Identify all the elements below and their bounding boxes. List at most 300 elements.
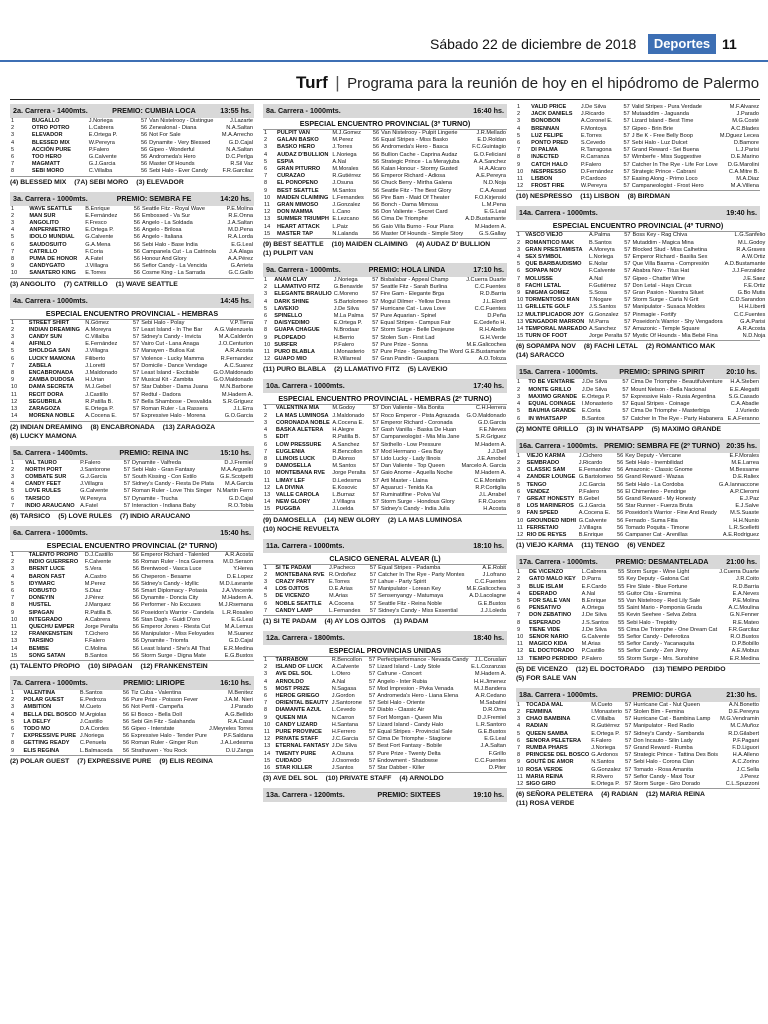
trainer: D.E.Lopez <box>226 573 253 580</box>
jockey: B.Santos <box>84 652 108 659</box>
race-block <box>10 192 254 288</box>
horse-name: PURE PROVINCE <box>275 728 322 735</box>
table-row <box>516 598 760 605</box>
horse-name: VAL TAURO <box>25 459 57 466</box>
table-row <box>263 715 507 722</box>
pedigree: Don Valiente - Mia Bonita <box>380 405 444 412</box>
horse-name: PUGGBA <box>275 506 301 513</box>
weight: 57 <box>372 284 379 291</box>
table-row <box>516 532 760 539</box>
entry-number: 3 <box>11 132 15 139</box>
table-row <box>516 620 760 627</box>
race-block <box>263 539 507 625</box>
race-prize: PREMIO: SIXTEES <box>377 790 441 800</box>
weight: 57 <box>123 466 130 473</box>
horse-name: CHAO BAMBINA <box>525 716 571 723</box>
horse-name: SEMBRADO <box>526 459 560 466</box>
entry-number: 12 <box>517 531 524 538</box>
trainer: J.Meyreles Torres <box>208 725 253 732</box>
weight: 56 <box>372 216 380 223</box>
jockey: J.Noriega <box>333 277 358 284</box>
weight: 57 <box>369 736 376 743</box>
pedigree: Lizard Island - Candy Halo <box>377 721 444 728</box>
jockey: J.Loelda <box>332 506 354 513</box>
pick: (14) NEW GLORY <box>324 516 380 524</box>
entry-number: 9 <box>517 759 521 766</box>
forecast-picks <box>263 615 507 625</box>
entry-number: 5 <box>264 434 268 441</box>
horse-name: ORIENTAL BEAUTY <box>275 700 329 707</box>
jockey: C.Villalba <box>88 168 113 175</box>
pedigree: Diablo - Classic Air <box>377 707 425 714</box>
jockey: A.Ortega <box>581 605 604 612</box>
trainer: D.Bamore <box>733 140 759 147</box>
table-row <box>516 591 760 598</box>
pedigree: Angelo - Inter Rubia <box>377 678 428 685</box>
race-block <box>516 555 760 682</box>
pick: (5) DE VICENZO <box>516 665 568 673</box>
pedigree: Grand Reward - My Honesty <box>625 495 697 502</box>
trainer: E.G.Leal <box>484 736 506 743</box>
pick: (13) ZARAGOZA <box>162 423 216 431</box>
table-row <box>263 743 507 750</box>
weight: 57 <box>369 765 376 771</box>
entries-table <box>10 552 254 660</box>
weight: 56 <box>372 130 380 136</box>
entry-number: 10 <box>517 633 524 640</box>
race-header <box>516 688 760 702</box>
trainer: F.R.Garcilaz <box>728 626 759 633</box>
jockey: A.Sanchez <box>332 441 360 448</box>
race-time: 18:40 hs. <box>473 632 504 642</box>
horse-name: ETERNAL FANTASY <box>275 743 330 750</box>
race-header <box>263 379 507 393</box>
horse-name: TIENE VIDE <box>529 626 561 633</box>
weight: 57 <box>369 692 376 699</box>
race-head: 6a. Carrera - 1000mts. <box>13 527 88 537</box>
pedigree: Mogul Dilmer - Yellow Dress <box>380 298 451 305</box>
table-row <box>263 686 507 693</box>
table-row <box>10 370 254 377</box>
horse-name: LOS OJITOS <box>275 586 309 593</box>
pick: (2) POLAR GUEST <box>10 757 70 765</box>
weight: 57 <box>369 586 377 593</box>
race-title: ESPECIAL ENCUENTRO PROVINCIAL (2º TURNO) <box>10 540 254 552</box>
trainer: H.A.Alcaro <box>479 166 506 173</box>
entry-number: 13 <box>11 638 18 645</box>
table-row <box>10 140 254 147</box>
jockey: J.De Silva <box>580 104 606 110</box>
forecast-picks <box>516 423 760 433</box>
horse-name: HUSTEL <box>28 602 52 609</box>
pedigree: Amazonic - Classic Gnome <box>625 467 693 474</box>
weight: 57 <box>622 401 629 408</box>
race-head: 4a. Carrera - 1000mts. <box>13 295 88 305</box>
table-row <box>10 413 254 420</box>
jockey: J.S.Santos <box>581 619 609 626</box>
weight: 57 <box>132 384 140 391</box>
weight: 56 <box>132 616 139 623</box>
entry-number: 2 <box>264 664 268 671</box>
weight: 56 <box>122 733 130 740</box>
horse-name: INJECTED <box>531 154 559 161</box>
pick: (11) ROSA VERDE <box>516 800 575 808</box>
weight: 57 <box>623 111 630 118</box>
entry-number: 11 <box>264 349 270 356</box>
race-block <box>516 104 760 200</box>
entry-number: 4 <box>264 151 268 158</box>
entry-number: 1 <box>264 130 268 136</box>
jockey: G.Benavide <box>333 284 363 291</box>
horse-name: AUDAZ D'BULLION <box>277 151 329 158</box>
table-row <box>263 291 507 298</box>
pedigree: Cima De Triomphe <box>381 216 428 223</box>
jockey: B.Enrique <box>581 597 607 604</box>
table-row <box>10 595 254 602</box>
trainer: M.A.Arrecho <box>221 132 253 139</box>
weight: 55 <box>618 641 625 648</box>
table-row <box>516 276 766 283</box>
entry-number: 8 <box>517 752 521 759</box>
horse-name: MARIA REINA <box>525 773 564 780</box>
trainer: E.R.Medina <box>223 645 253 652</box>
table-row <box>263 456 507 463</box>
weight: 55 <box>618 612 625 619</box>
pedigree: Manipulator - Lorean Key <box>378 586 441 593</box>
trainer: C.E.Montalin <box>473 477 506 484</box>
trainer: E.G.Leal <box>231 241 253 248</box>
table-row <box>516 723 760 730</box>
table-row <box>263 216 507 223</box>
table-row <box>516 605 760 612</box>
entry-number: 1 <box>517 569 521 576</box>
table-row <box>516 634 760 641</box>
table-row <box>516 627 760 634</box>
jockey: L.Paiz <box>332 223 348 230</box>
table-row <box>263 144 507 151</box>
weight: 56 <box>372 137 380 144</box>
pedigree: Endowment - Shadowse <box>377 757 438 764</box>
pedigree: Brentwood - Vasca Luce <box>141 566 202 573</box>
race-title: ESPECIAL ENCUENTRO PROVINCIAL - HEMBRAS <box>10 308 254 320</box>
jockey: P.Falero <box>333 341 355 348</box>
jockey: P.Castillo <box>581 648 605 655</box>
pedigree: Lizard Island - Lady Stole <box>377 664 441 671</box>
jockey: E.Pedroza <box>79 697 107 704</box>
weight: 55 <box>618 605 625 612</box>
trainer: M.Hadern A. <box>474 441 506 448</box>
table-row <box>516 518 760 525</box>
entry-number: 6 <box>264 692 268 699</box>
entry-number: 5 <box>11 146 15 153</box>
jockey: Filiberto <box>85 355 106 362</box>
trainer: F.R.Garcilaz <box>222 168 253 175</box>
pick: (13) TIEMPO PERDIDO <box>652 665 726 673</box>
table-row <box>516 401 760 408</box>
table-row <box>10 624 254 631</box>
weight: 57 <box>625 716 632 723</box>
table-row <box>516 460 760 467</box>
forecast-picks <box>10 660 254 670</box>
pedigree: Equal Stripes - Campus Fair <box>380 320 451 327</box>
horse-name: QUECHU EMPER <box>28 623 75 630</box>
entry-number: 13 <box>517 318 524 325</box>
entry-number: 4 <box>11 481 15 488</box>
pick: (4) ARNOLDO <box>399 775 444 783</box>
weight: 57 <box>123 495 130 502</box>
weight: 56 <box>140 154 148 161</box>
table-row <box>516 319 766 326</box>
weight: 56 <box>616 488 624 495</box>
pedigree: Van Nistelrooy - Pulpit Lingerie <box>381 130 458 136</box>
table-row <box>10 566 254 573</box>
horse-name: MASTER TAP <box>277 230 313 237</box>
pedigree: Sensenyangy - Matumaya <box>378 593 444 600</box>
pedigree: Kalan Honour - Stormy Gusted <box>381 166 458 173</box>
entry-number: 2 <box>264 412 268 419</box>
table-row <box>10 726 254 733</box>
entry-number: 5 <box>11 348 15 355</box>
entry-number: 6 <box>11 355 15 362</box>
forecast-picks <box>263 772 507 782</box>
entry-number: 7 <box>11 161 15 168</box>
weight: 56 <box>616 459 624 466</box>
race-title: ESPECIAL PROVINCIAS UNIDAS <box>263 645 507 657</box>
table-row <box>10 348 254 355</box>
jockey: M.Godoy <box>332 405 356 412</box>
trainer: E.J.Paz <box>739 495 759 502</box>
weight: 57 <box>623 183 630 190</box>
horse-name: MOST PRIZE <box>275 685 310 692</box>
trainer: J.Lofrano <box>482 571 506 578</box>
pedigree: Boss Key - Rag Chiva <box>632 232 688 239</box>
weight: 56 <box>616 531 624 538</box>
table-row <box>263 593 507 600</box>
jockey: F.Falero <box>591 737 612 744</box>
trainer: M.A.Lemus <box>224 623 253 630</box>
entry-number: 2 <box>517 576 521 583</box>
pedigree: Bullion Cache - Caprina Audaz <box>381 151 458 158</box>
trainer: C.A.Abadie <box>730 401 759 408</box>
trainer: M.Sabatini <box>479 700 506 707</box>
pedigree: Storm Surge - Caria N Grit <box>632 297 699 304</box>
trainer: G.O.Maldonado <box>213 377 253 384</box>
horse-name: INDIO ARAUCANO <box>25 502 75 509</box>
trainer: R.O.Bustos <box>730 633 759 640</box>
table-row <box>10 588 254 595</box>
trainer: G.D.Cajal <box>228 638 253 645</box>
pick: (11) TENGO <box>581 542 620 550</box>
race-header <box>516 439 760 453</box>
horse-name: LA MAS LUMINOSA <box>275 412 329 419</box>
pedigree: Domicile - Dance Vendage <box>141 362 208 369</box>
jockey: J.Ricardo <box>580 111 605 118</box>
race-head: 7a. Carrera - 1000mts. <box>13 677 88 687</box>
entry-number: 4 <box>517 401 521 408</box>
weight: 57 <box>372 434 379 441</box>
trainer: F.C.Guintagio <box>472 144 506 151</box>
jockey: J.Ricardo <box>578 459 603 466</box>
horse-name: TOO HERO <box>31 154 62 161</box>
horse-name: GETTING READY <box>23 740 70 747</box>
table-row <box>263 485 507 492</box>
race-head: 8a. Carrera - 1000mts. <box>266 106 341 115</box>
jockey: Jorge Peralta <box>84 623 118 630</box>
jockey: M.Argiolas <box>79 711 107 718</box>
trainer: F.E.Ortiz <box>743 282 766 289</box>
race-header <box>263 104 507 118</box>
pedigree: Performer - No Excuses <box>141 602 201 609</box>
race-time: 14:45 hs. <box>220 295 251 305</box>
pedigree: Angelo - Italiana <box>142 234 183 241</box>
jockey: M.Arias <box>581 641 601 648</box>
trainer: C.A.Mitre B. <box>728 168 759 175</box>
table-row <box>516 247 766 254</box>
horse-name: EUGLENIA <box>275 448 305 455</box>
race-time: 15:40 hs. <box>220 527 251 537</box>
horse-name: IN WHATSAPP <box>528 415 568 422</box>
trainer: R.D.Gilabert <box>728 730 759 737</box>
horse-name: MOLUSSE <box>525 275 553 282</box>
entry-number: 1 <box>11 689 15 696</box>
entry-number: 11 <box>517 773 523 780</box>
jockey: J.Gonzalez <box>332 202 361 209</box>
horse-name: ENIGMA GOMEZ <box>525 290 570 297</box>
trainer: E.F.Morales <box>729 452 759 459</box>
entry-number: 4 <box>11 139 15 146</box>
entry-number: 5 <box>11 580 15 587</box>
horse-name: VENDEZ <box>526 488 550 495</box>
weight: 57 <box>372 477 379 484</box>
horse-name: SIGO GIRO <box>525 781 556 788</box>
jockey: A.Fatel <box>85 256 103 263</box>
trainer: N.D.Noja <box>483 180 506 187</box>
pedigree: Lahue - Party Spirit <box>378 578 427 585</box>
entry-number: 8 <box>264 707 268 714</box>
horse-name: VIEJO KARMA <box>526 452 566 459</box>
horse-name: TWENTY PURE <box>275 750 317 757</box>
trainer: F.Grillo <box>488 750 506 757</box>
trainer: L.R.Scelletti <box>729 524 759 531</box>
entry-number: 12 <box>517 183 524 190</box>
pick: (9) DAMOSELLA <box>263 516 317 524</box>
weight: 57 <box>623 104 630 110</box>
entry-number: 8 <box>264 455 268 462</box>
entry-number: 6 <box>517 488 521 495</box>
entry-number: 14 <box>11 413 18 420</box>
horse-name: LAVEKIO <box>274 305 299 312</box>
pedigree: Gaio Anome - Aquella Noche <box>380 470 453 477</box>
entry-number: 5 <box>517 481 521 488</box>
entry-number: 9 <box>11 747 15 754</box>
pedigree: Tomado Poquita - Timone <box>625 524 689 531</box>
horse-name: CANDY SUN <box>28 334 62 341</box>
jockey: Jorge Peralta <box>588 333 623 340</box>
weight: 57 <box>132 406 140 413</box>
jockey: J.Pérez <box>84 595 104 602</box>
table-row <box>516 569 760 576</box>
table-row <box>516 482 760 489</box>
table-row <box>263 166 507 173</box>
forecast-picks <box>10 510 254 520</box>
pick: (6) TARSICO <box>10 512 51 520</box>
table-row <box>516 240 766 247</box>
pedigree: Least Island - She's All That <box>141 645 211 652</box>
weight: 57 <box>622 386 629 393</box>
horse-name: BAUHIA GRANDE <box>528 408 576 415</box>
pedigree: Blocked Stud - Miss Calhetina <box>632 246 708 253</box>
pedigree: Sebi Halo - Gran Fantasy <box>131 466 196 473</box>
entry-number: 13 <box>517 655 524 662</box>
horse-name: SEX SYMBOL <box>525 254 562 261</box>
entry-number: 3 <box>264 578 268 585</box>
pick: (12) FRANKENSTEIN <box>140 662 208 670</box>
trainer: J.A.Vincente <box>221 587 253 594</box>
weight: 57 <box>623 154 630 161</box>
headline-section: Turf <box>296 73 328 92</box>
table-row <box>10 690 254 697</box>
pedigree: Storm Surge - Giro Dorado <box>633 781 701 788</box>
jockey: L.Cabrera <box>88 125 114 132</box>
jockey: I.Monasterio <box>591 708 623 715</box>
table-row <box>516 648 760 655</box>
pedigree: Sefior Candy - Zen Jinny <box>626 648 688 655</box>
entry-number: 8 <box>517 154 521 161</box>
weight: 57 <box>372 291 379 298</box>
entry-number: 7 <box>517 745 521 751</box>
trainer: M.D.Lavrante <box>219 580 253 587</box>
entry-number: 5 <box>264 158 268 165</box>
pick: (10) NESPRESSO <box>516 193 573 201</box>
pedigree: Manipulator - Susaca Moldes <box>632 304 705 311</box>
pick: (6) VENDEZ <box>627 542 665 550</box>
trainer: J.Parado <box>230 704 253 711</box>
jockey: B.Santos <box>581 415 605 422</box>
entry-number: 10 <box>264 341 271 348</box>
table-row <box>516 738 760 745</box>
horse-name: DAISYEDIMO <box>274 320 310 327</box>
horse-name: ESPERADO <box>529 619 561 626</box>
jockey: E.Coria <box>581 408 601 415</box>
jockey: L.Noriega <box>332 151 357 158</box>
jockey: G.Ardonos <box>591 752 618 759</box>
weight: 55 <box>618 590 625 597</box>
jockey: G.Gonzalez <box>591 766 621 773</box>
table-row <box>516 394 760 401</box>
table-row <box>263 586 507 593</box>
trainer: M.G.Costé <box>732 118 759 125</box>
weight: 57 <box>623 118 630 125</box>
jockey: J.Villagra <box>578 524 602 531</box>
table-row <box>263 180 507 187</box>
trainer: D.E.Marino <box>731 154 759 161</box>
trainer: J.Parado <box>736 111 759 118</box>
race-header <box>263 788 507 802</box>
horse-name: DON MAMMA <box>277 209 314 216</box>
pedigree: Embossed - Va Sur <box>142 212 191 219</box>
table-row <box>263 572 507 579</box>
weight: 57 <box>369 757 376 764</box>
pick: (1) TALENTO PROPIO <box>10 662 80 670</box>
horse-name: IDYMARC <box>28 580 55 587</box>
jockey: A.Nal <box>588 275 603 282</box>
table-row <box>516 510 760 517</box>
trainer: J.Vuriedo <box>735 408 759 415</box>
horse-name: EXPRESSIVE PURE <box>23 733 77 740</box>
pedigree: Equal Stripes - Coinage <box>630 401 690 408</box>
pedigree: Mystic Of Hounds - Mia Bebé Fina <box>632 333 718 340</box>
table-row <box>263 470 507 477</box>
